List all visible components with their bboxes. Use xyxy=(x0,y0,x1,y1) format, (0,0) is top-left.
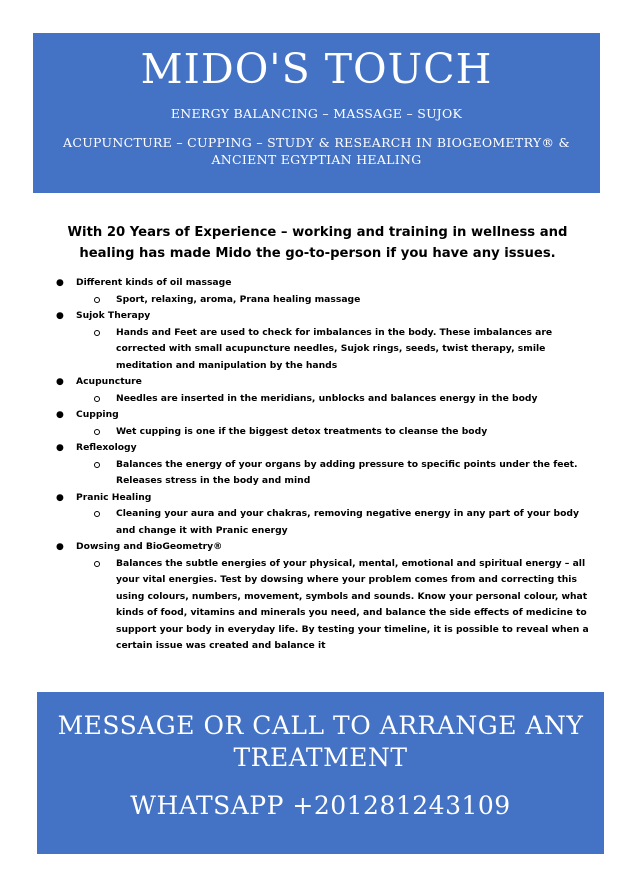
page-title: MIDO'S TOUCH xyxy=(140,45,493,93)
service-item xyxy=(52,407,600,440)
service-detail: Cleaning your aura and your chakras, removing negative energy in any part of your body and change it with Pranic energy xyxy=(116,508,579,536)
service-name: Cupping xyxy=(76,409,119,420)
service-item xyxy=(52,490,600,540)
service-name: Reflexology xyxy=(76,442,137,453)
service-detail: Balances the subtle energies of your physical, mental, emotional and spiritual energy – all your vital energies. Test by dowsing where your problem comes from and correcting this using colours, numbers, movement, symbols and sounds. Know your personal colour, what kinds of food, vitamins and minerals you need, and balance the side effects of medicine to support your body in everyday life. By testing your timeline, it is possible to reveal when a certain issue was created and balance it xyxy=(116,557,589,651)
bullet-icon: ● xyxy=(56,278,64,288)
service-name: Sujok Therapy xyxy=(76,310,151,321)
service-item xyxy=(52,308,600,374)
header-subtitle-more-services: ACUPUNCTURE – CUPPING – STUDY & RESEARCH IN BIOGEOMETRY® & ANCIENT EGYPTIAN HEALING xyxy=(63,135,570,167)
bullet-icon: ● xyxy=(56,492,64,503)
header-banner xyxy=(33,33,600,193)
circle-bullet-icon xyxy=(94,511,100,517)
bullet-icon: ● xyxy=(56,377,64,387)
circle-bullet-icon xyxy=(94,561,100,567)
bullet-icon: ● xyxy=(56,311,64,321)
header-subtitle-services: ENERGY BALANCING – MASSAGE – SUJOK xyxy=(170,106,463,121)
circle-bullet-icon xyxy=(94,297,100,303)
service-item xyxy=(52,440,600,490)
circle-bullet-icon xyxy=(94,330,100,336)
bullet-icon: ● xyxy=(56,443,64,453)
intro-paragraph: With 20 Years of Experience – working and training in wellness and healing has made Mido the go-to-person if you have any issues. xyxy=(67,225,568,261)
bullet-icon: ● xyxy=(56,410,64,420)
circle-bullet-icon xyxy=(94,462,100,468)
service-item xyxy=(52,539,600,655)
service-name: Dowsing and BioGeometry® xyxy=(76,541,223,552)
bullet-icon: ● xyxy=(56,542,64,552)
circle-bullet-icon xyxy=(94,429,100,435)
services-list xyxy=(52,275,600,655)
circle-bullet-icon xyxy=(94,396,100,402)
service-name: Different kinds of oil massage xyxy=(76,277,232,288)
service-detail: Sport, relaxing, aroma, Prana healing massage xyxy=(116,293,361,305)
whatsapp-contact: WHATSAPP +201281243109 xyxy=(130,791,511,820)
footer-banner xyxy=(37,692,604,854)
service-item xyxy=(52,374,600,407)
service-detail: Hands and Feet are used to check for imbalances in the body. These imbalances are corrected with small acupuncture needles, Sujok rings, seeds, twist therapy, smile meditation and manipulation by the hands xyxy=(116,326,553,371)
service-name: Acupuncture xyxy=(76,376,142,387)
service-detail: Balances the energy of your organs by adding pressure to specific points under the feet. Releases stress in the body and mind xyxy=(116,458,578,486)
service-detail: Wet cupping is one if the biggest detox treatments to cleanse the body xyxy=(116,425,488,437)
service-item xyxy=(52,275,600,308)
service-detail: Needles are inserted in the meridians, unblocks and balances energy in the body xyxy=(116,392,538,404)
call-to-action-text: MESSAGE OR CALL TO ARRANGE ANY TREATMENT xyxy=(57,711,584,772)
service-name: Pranic Healing xyxy=(76,491,152,503)
